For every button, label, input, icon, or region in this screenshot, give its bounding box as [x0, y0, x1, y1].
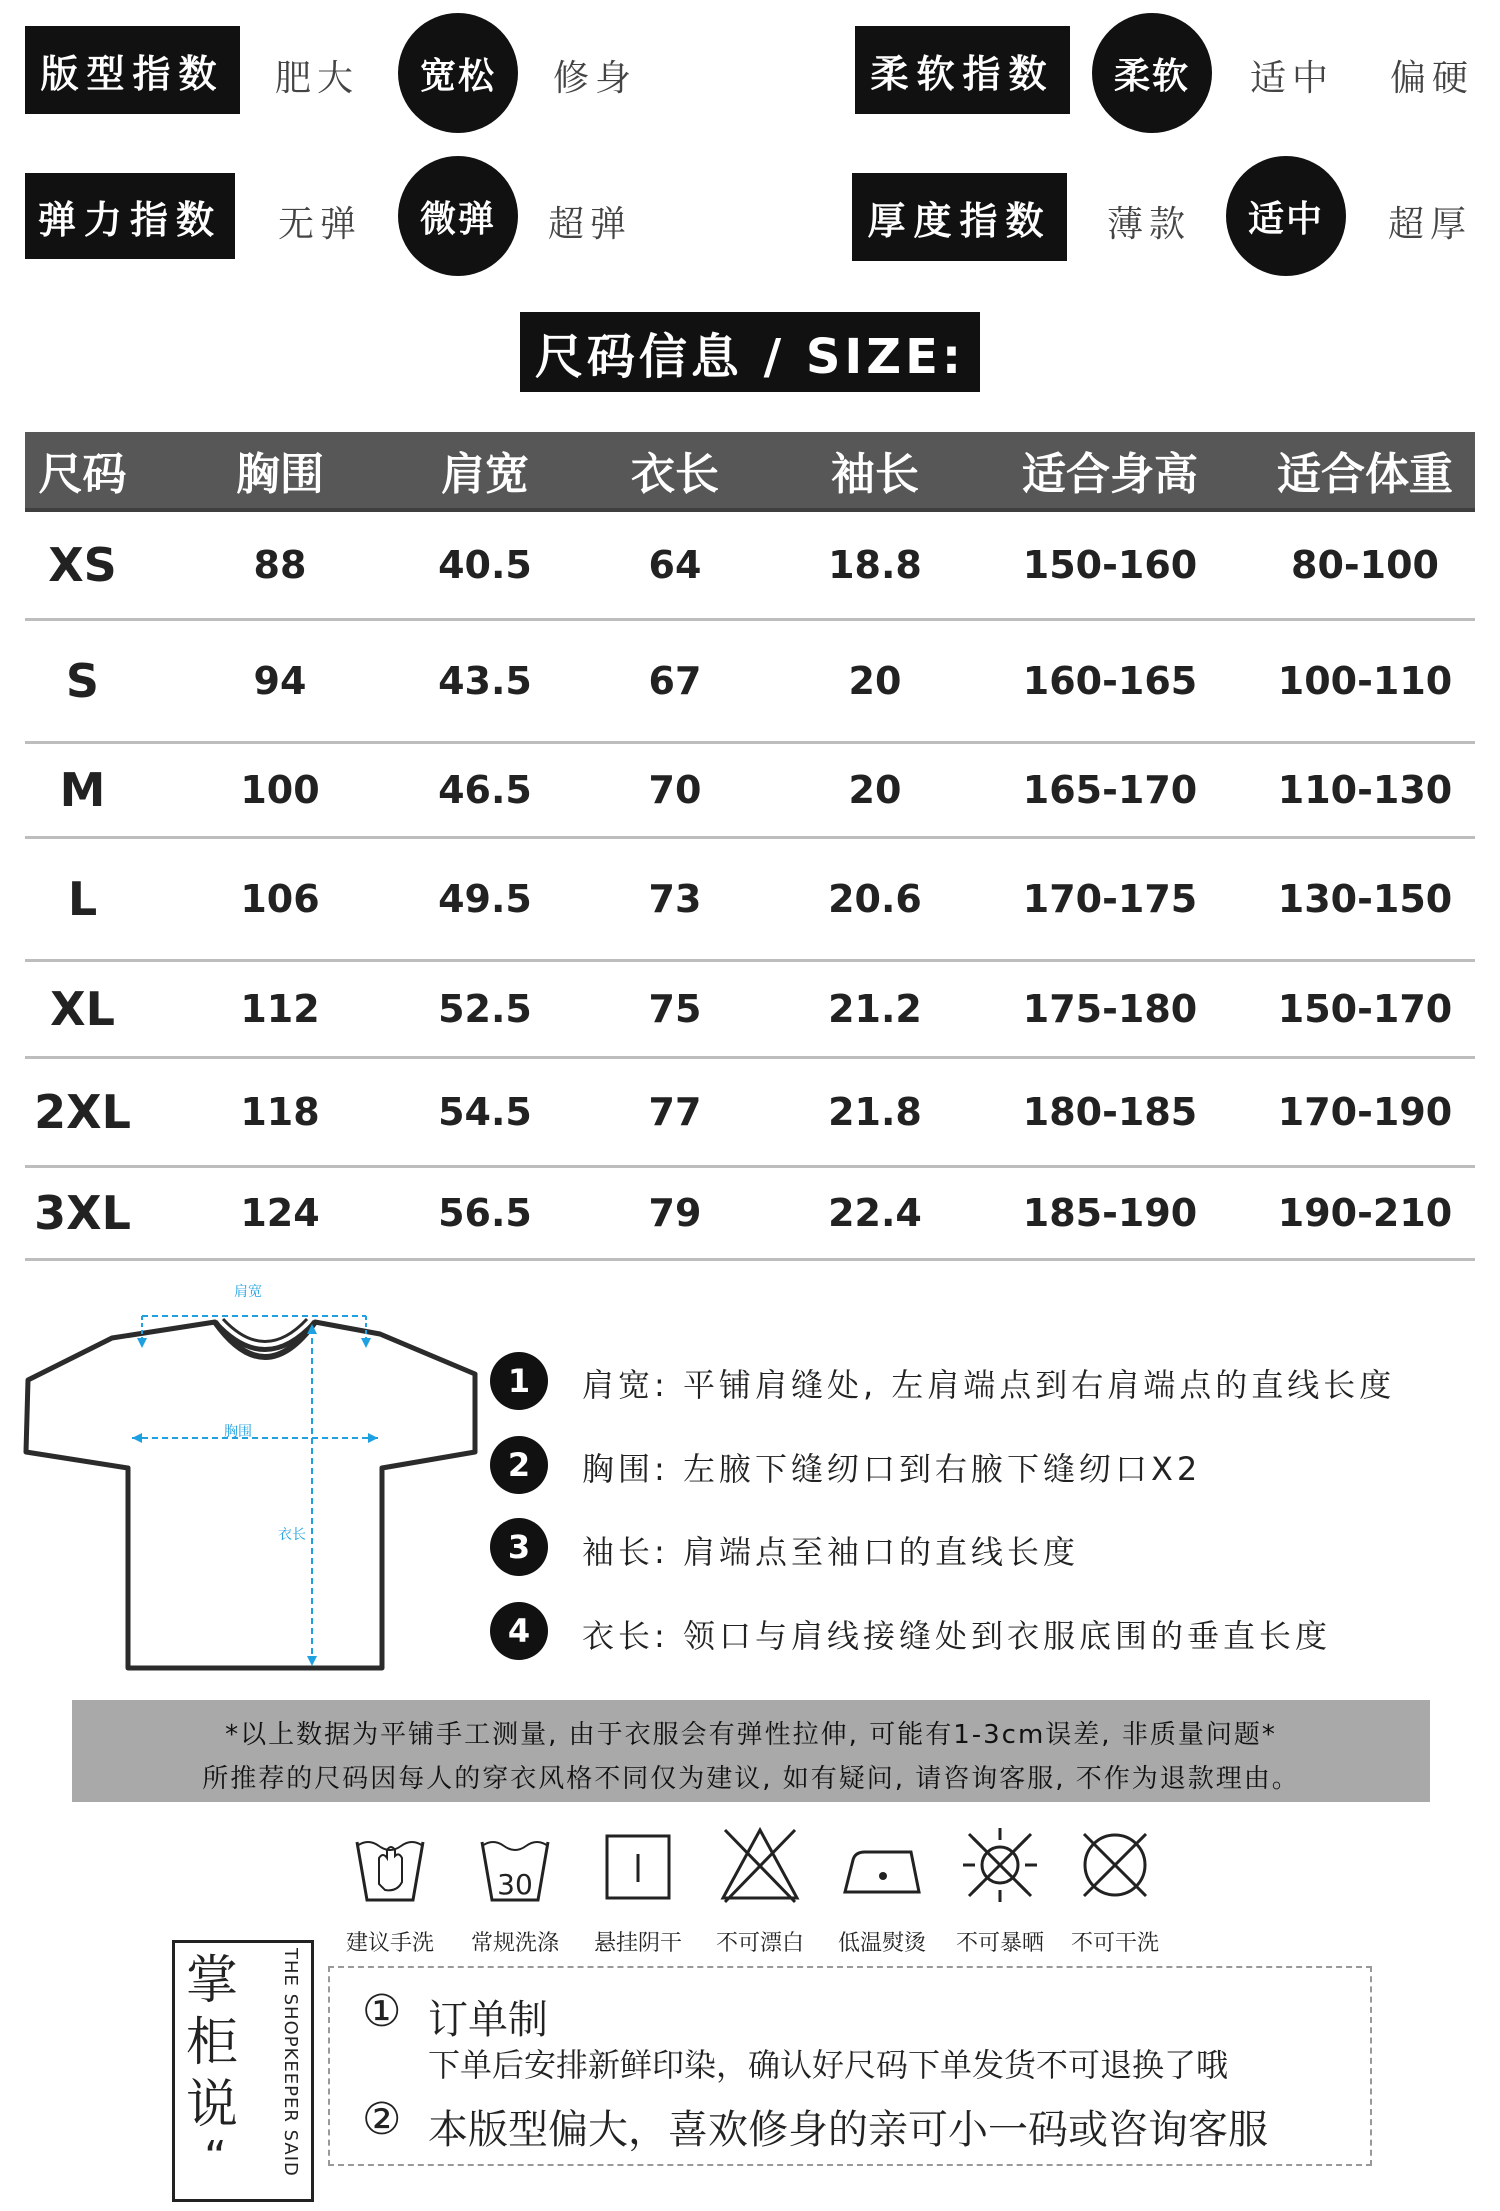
- shopkeeper-title: 掌柜说: [186, 1951, 239, 2135]
- table-row: [25, 1059, 1475, 1168]
- care-line-dry: [578, 1820, 698, 1957]
- cell-size: S: [65, 654, 100, 708]
- cell-sleeve: 21.2: [828, 987, 922, 1031]
- fit-option-slim: 修身: [553, 58, 638, 99]
- size-info-title: 尺码信息 / SIZE:: [520, 312, 980, 392]
- cell-size: M: [59, 763, 106, 817]
- thickness-option-thin: 薄款: [1107, 204, 1192, 245]
- cell-chest: 88: [253, 543, 307, 587]
- cell-sleeve: 21.8: [828, 1090, 922, 1134]
- elasticity-option-selected: 微弹: [398, 156, 518, 276]
- table-row: [25, 962, 1475, 1059]
- cell-size: L: [67, 872, 98, 926]
- elasticity-index-label: 弹力指数: [25, 173, 235, 259]
- cell-chest: 112: [240, 987, 320, 1031]
- header-weight: 适合体重: [1277, 449, 1453, 500]
- cell-weight: 110-130: [1277, 768, 1453, 812]
- header-length: 衣长: [631, 449, 719, 500]
- cell-shoulder: 43.5: [438, 659, 532, 703]
- cell-chest: 106: [240, 877, 320, 921]
- cell-length: 75: [648, 987, 702, 1031]
- disclaimer-line-2: 所推荐的尺码因每人的穿衣风格不同仅为建议, 如有疑问, 请咨询客服, 不作为退款理由。: [202, 1764, 1300, 1794]
- cell-sleeve: 18.8: [828, 543, 922, 587]
- note-chest: 胸围: 左腋下缝纫口到右腋下缝纫口X2: [582, 1450, 1202, 1488]
- no-dry-clean-icon: [1070, 1820, 1160, 1910]
- care-no-sun: [940, 1820, 1060, 1957]
- care-label: 不可漂白: [715, 1931, 804, 1956]
- cell-length: 77: [648, 1090, 702, 1134]
- tshirt-diagram: [20, 1272, 490, 1692]
- softness-index-label: 柔软指数: [855, 26, 1070, 114]
- note-number-4: 4: [490, 1602, 548, 1660]
- cell-chest: 94: [253, 659, 307, 703]
- header-size: 尺码: [38, 449, 127, 500]
- table-row: [25, 744, 1475, 839]
- cell-sleeve: 22.4: [828, 1191, 922, 1235]
- elasticity-option-super: 超弹: [548, 204, 633, 245]
- cell-sleeve: 20: [848, 768, 902, 812]
- care-no-bleach: [700, 1820, 820, 1957]
- cell-shoulder: 40.5: [438, 543, 532, 587]
- cell-size: XL: [50, 982, 115, 1036]
- note-sleeve: 袖长: 肩端点至袖口的直线长度: [582, 1533, 1079, 1571]
- note-number-1: 1: [490, 1352, 548, 1410]
- cell-height: 170-175: [1022, 877, 1198, 921]
- care-label: 悬挂阴干: [593, 1931, 682, 1956]
- cell-weight: 100-110: [1277, 659, 1453, 703]
- wash-temperature: 30: [497, 1868, 533, 1901]
- cell-weight: 190-210: [1277, 1191, 1453, 1235]
- cell-height: 165-170: [1022, 768, 1198, 812]
- cell-weight: 150-170: [1277, 987, 1453, 1031]
- care-label: 低温熨烫: [837, 1931, 926, 1956]
- cell-length: 64: [648, 543, 702, 587]
- header-height: 适合身高: [1022, 449, 1198, 500]
- note-shoulder: 肩宽: 平铺肩缝处, 左肩端点到右肩端点的直线长度: [582, 1366, 1396, 1404]
- note-number-3: 3: [490, 1518, 548, 1576]
- care-label: 不可干洗: [1070, 1931, 1159, 1956]
- notice-1-title: 订单制: [428, 1997, 548, 2043]
- cell-chest: 124: [240, 1191, 320, 1235]
- notice-2-text: 本版型偏大，喜欢修身的亲可小一码或咨询客服: [428, 2107, 1268, 2153]
- cell-length: 79: [648, 1191, 702, 1235]
- fit-option-loose-big: 肥大: [275, 58, 360, 99]
- note-number-2: 2: [490, 1436, 548, 1494]
- line-dry-icon: [593, 1820, 683, 1910]
- cell-height: 180-185: [1022, 1090, 1198, 1134]
- cell-size: 2XL: [34, 1085, 131, 1139]
- cell-length: 67: [648, 659, 702, 703]
- care-label: 不可暴晒: [955, 1931, 1044, 1956]
- low-iron-icon: [837, 1820, 927, 1910]
- fit-option-selected: 宽松: [398, 13, 518, 133]
- softness-option-selected: 柔软: [1092, 13, 1212, 133]
- table-row: [25, 1168, 1475, 1261]
- cell-height: 185-190: [1022, 1191, 1198, 1235]
- cell-sleeve: 20: [848, 659, 902, 703]
- cell-shoulder: 54.5: [438, 1090, 532, 1134]
- disclaimer-line-1: *以上数据为平铺手工测量, 由于衣服会有弹性拉伸, 可能有1-3cm误差, 非质量问题*: [225, 1720, 1277, 1750]
- cell-height: 175-180: [1022, 987, 1198, 1031]
- tshirt-outline: [26, 1322, 475, 1668]
- cell-chest: 118: [240, 1090, 320, 1134]
- note-length: 衣长: 领口与肩线接缝处到衣服底围的垂直长度: [582, 1617, 1331, 1655]
- size-table-header: [25, 432, 1475, 512]
- diagram-label-chest: 胸围: [224, 1424, 252, 1440]
- care-label: 常规洗涤: [470, 1931, 559, 1956]
- thickness-index-label: 厚度指数: [852, 173, 1067, 261]
- cell-shoulder: 52.5: [438, 987, 532, 1031]
- cell-height: 150-160: [1022, 543, 1198, 587]
- header-sleeve: 袖长: [831, 449, 919, 500]
- cell-weight: 80-100: [1291, 543, 1439, 587]
- elasticity-option-none: 无弹: [278, 204, 363, 245]
- no-sun-icon: [955, 1820, 1045, 1910]
- table-row: [25, 621, 1475, 744]
- shopkeeper-subtitle: THE SHOPKEEPER SAID: [280, 1948, 301, 2177]
- diagram-label-length: 衣长: [278, 1527, 306, 1543]
- cell-length: 73: [648, 877, 702, 921]
- table-row: [25, 512, 1475, 621]
- cell-chest: 100: [240, 768, 320, 812]
- cell-size: XS: [48, 538, 117, 592]
- cell-weight: 130-150: [1277, 877, 1453, 921]
- cell-shoulder: 49.5: [438, 877, 532, 921]
- hand-wash-icon: [345, 1820, 435, 1910]
- thickness-option-thick: 超厚: [1388, 204, 1473, 245]
- cell-shoulder: 46.5: [438, 768, 532, 812]
- fit-index-label: 版型指数: [25, 26, 240, 114]
- disclaimer-panel: [72, 1700, 1430, 1802]
- notice-2-marker: ②: [362, 2094, 402, 2145]
- care-low-iron: [822, 1820, 942, 1957]
- cell-shoulder: 56.5: [438, 1191, 532, 1235]
- diagram-label-shoulder: 肩宽: [234, 1284, 262, 1300]
- softness-option-medium: 适中: [1250, 58, 1335, 99]
- care-hand-wash: [330, 1820, 450, 1957]
- shopkeeper-quote-mark: “: [204, 2132, 227, 2183]
- notice-1-text: 下单后安排新鲜印染，确认好尺码下单发货不可退换了哦: [428, 2046, 1229, 2084]
- cell-length: 70: [648, 768, 702, 812]
- no-bleach-icon: [715, 1820, 805, 1910]
- header-chest: 胸围: [236, 449, 324, 500]
- cell-sleeve: 20.6: [828, 877, 922, 921]
- softness-option-hard: 偏硬: [1390, 58, 1475, 99]
- thickness-option-selected: 适中: [1226, 156, 1346, 276]
- table-row: [25, 839, 1475, 962]
- notice-1-marker: ①: [362, 1986, 402, 2037]
- care-regular-wash: [455, 1820, 575, 1957]
- care-no-dry-clean: [1055, 1820, 1175, 1957]
- care-label: 建议手洗: [345, 1931, 434, 1956]
- header-shoulder: 肩宽: [441, 449, 529, 500]
- cell-weight: 170-190: [1277, 1090, 1453, 1134]
- cell-height: 160-165: [1022, 659, 1198, 703]
- cell-size: 3XL: [34, 1186, 131, 1240]
